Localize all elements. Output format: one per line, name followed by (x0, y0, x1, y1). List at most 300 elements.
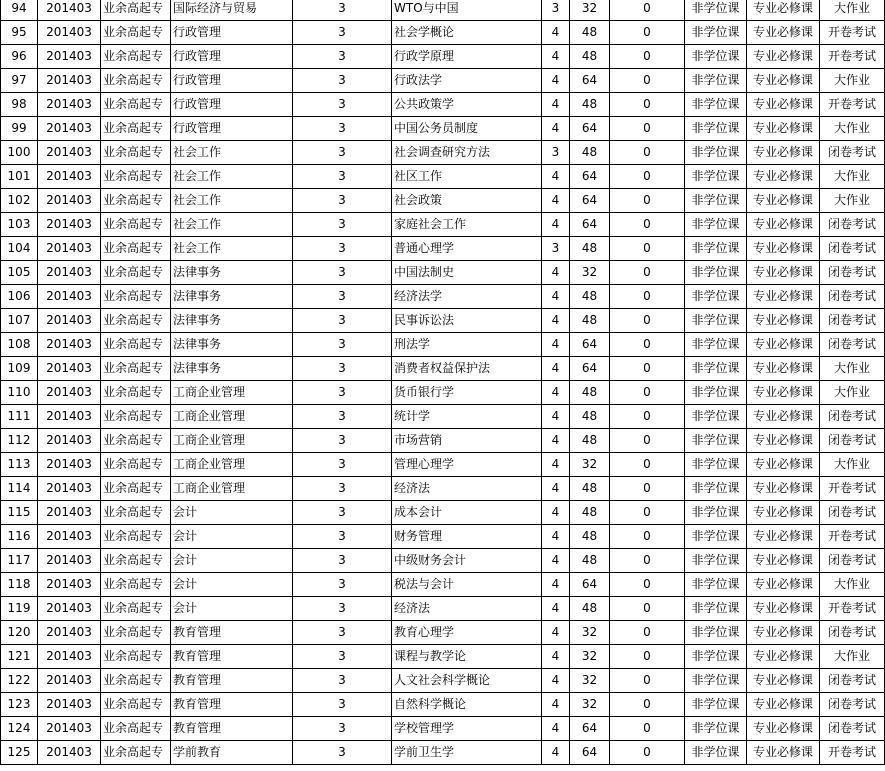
cell-degree-type[interactable]: 非学位课 (685, 333, 747, 357)
cell-col-5[interactable]: 3 (293, 717, 392, 741)
cell-seq[interactable]: 101 (1, 165, 38, 189)
cell-col-9[interactable]: 0 (610, 69, 685, 93)
cell-degree-type[interactable]: 非学位课 (685, 357, 747, 381)
cell-study-type[interactable]: 业余高起专 (101, 597, 171, 621)
cell-seq[interactable]: 103 (1, 213, 38, 237)
cell-credits[interactable]: 4 (542, 45, 570, 69)
cell-hours[interactable]: 64 (570, 357, 610, 381)
cell-exam-method[interactable]: 闭卷考试 (820, 717, 885, 741)
cell-degree-type[interactable]: 非学位课 (685, 237, 747, 261)
cell-degree-type[interactable]: 非学位课 (685, 93, 747, 117)
cell-col-5[interactable]: 3 (293, 141, 392, 165)
cell-hours[interactable]: 48 (570, 285, 610, 309)
cell-study-type[interactable]: 业余高起专 (101, 741, 171, 765)
cell-credits[interactable]: 4 (542, 501, 570, 525)
cell-col-5[interactable]: 3 (293, 165, 392, 189)
cell-term[interactable]: 201403 (38, 477, 101, 501)
cell-major[interactable]: 工商企业管理 (171, 381, 293, 405)
cell-term[interactable]: 201403 (38, 141, 101, 165)
cell-major[interactable]: 社会工作 (171, 141, 293, 165)
cell-exam-method[interactable]: 大作业 (820, 645, 885, 669)
cell-study-type[interactable]: 业余高起专 (101, 381, 171, 405)
cell-course-name[interactable]: 市场营销 (392, 429, 542, 453)
cell-degree-type[interactable]: 非学位课 (685, 21, 747, 45)
cell-seq[interactable]: 100 (1, 141, 38, 165)
cell-credits[interactable]: 4 (542, 93, 570, 117)
cell-course-name[interactable]: WTO与中国 (392, 0, 542, 21)
cell-course-category[interactable]: 专业必修课 (747, 573, 820, 597)
cell-course-name[interactable]: 货币银行学 (392, 381, 542, 405)
cell-credits[interactable]: 3 (542, 237, 570, 261)
cell-major[interactable]: 行政管理 (171, 21, 293, 45)
cell-hours[interactable]: 48 (570, 141, 610, 165)
cell-col-5[interactable]: 3 (293, 237, 392, 261)
cell-major[interactable]: 教育管理 (171, 621, 293, 645)
cell-degree-type[interactable]: 非学位课 (685, 525, 747, 549)
cell-course-name[interactable]: 民事诉讼法 (392, 309, 542, 333)
cell-major[interactable]: 行政管理 (171, 117, 293, 141)
cell-major[interactable]: 会计 (171, 525, 293, 549)
cell-hours[interactable]: 64 (570, 741, 610, 765)
cell-exam-method[interactable]: 开卷考试 (820, 597, 885, 621)
cell-course-category[interactable]: 专业必修课 (747, 357, 820, 381)
cell-exam-method[interactable]: 闭卷考试 (820, 309, 885, 333)
cell-course-category[interactable]: 专业必修课 (747, 21, 820, 45)
cell-major[interactable]: 工商企业管理 (171, 453, 293, 477)
cell-course-name[interactable]: 学校管理学 (392, 717, 542, 741)
cell-credits[interactable]: 4 (542, 573, 570, 597)
cell-course-category[interactable]: 专业必修课 (747, 429, 820, 453)
cell-term[interactable]: 201403 (38, 309, 101, 333)
cell-degree-type[interactable]: 非学位课 (685, 741, 747, 765)
cell-exam-method[interactable]: 大作业 (820, 453, 885, 477)
cell-seq[interactable]: 96 (1, 45, 38, 69)
cell-term[interactable]: 201403 (38, 621, 101, 645)
cell-course-category[interactable]: 专业必修课 (747, 645, 820, 669)
cell-seq[interactable]: 123 (1, 693, 38, 717)
cell-study-type[interactable]: 业余高起专 (101, 213, 171, 237)
cell-course-category[interactable]: 专业必修课 (747, 669, 820, 693)
cell-course-category[interactable]: 专业必修课 (747, 333, 820, 357)
cell-degree-type[interactable]: 非学位课 (685, 573, 747, 597)
cell-credits[interactable]: 4 (542, 669, 570, 693)
cell-course-category[interactable]: 专业必修课 (747, 453, 820, 477)
cell-hours[interactable]: 64 (570, 333, 610, 357)
cell-major[interactable]: 教育管理 (171, 717, 293, 741)
cell-degree-type[interactable]: 非学位课 (685, 381, 747, 405)
cell-term[interactable]: 201403 (38, 189, 101, 213)
cell-degree-type[interactable]: 非学位课 (685, 261, 747, 285)
cell-course-name[interactable]: 社会学概论 (392, 21, 542, 45)
cell-study-type[interactable]: 业余高起专 (101, 93, 171, 117)
cell-credits[interactable]: 4 (542, 117, 570, 141)
cell-col-5[interactable]: 3 (293, 333, 392, 357)
cell-exam-method[interactable]: 开卷考试 (820, 93, 885, 117)
cell-study-type[interactable]: 业余高起专 (101, 333, 171, 357)
cell-course-name[interactable]: 消费者权益保护法 (392, 357, 542, 381)
cell-col-5[interactable]: 3 (293, 93, 392, 117)
cell-col-5[interactable]: 3 (293, 453, 392, 477)
cell-credits[interactable]: 4 (542, 357, 570, 381)
cell-study-type[interactable]: 业余高起专 (101, 357, 171, 381)
cell-major[interactable]: 法律事务 (171, 261, 293, 285)
cell-major[interactable]: 教育管理 (171, 693, 293, 717)
cell-course-name[interactable]: 经济法学 (392, 285, 542, 309)
cell-study-type[interactable]: 业余高起专 (101, 309, 171, 333)
cell-seq[interactable]: 108 (1, 333, 38, 357)
cell-hours[interactable]: 32 (570, 645, 610, 669)
cell-degree-type[interactable]: 非学位课 (685, 309, 747, 333)
cell-hours[interactable]: 48 (570, 237, 610, 261)
cell-study-type[interactable]: 业余高起专 (101, 501, 171, 525)
cell-credits[interactable]: 4 (542, 333, 570, 357)
cell-course-category[interactable]: 专业必修课 (747, 405, 820, 429)
cell-col-9[interactable]: 0 (610, 141, 685, 165)
cell-col-9[interactable]: 0 (610, 309, 685, 333)
cell-major[interactable]: 学前教育 (171, 741, 293, 765)
cell-credits[interactable]: 4 (542, 285, 570, 309)
cell-col-5[interactable]: 3 (293, 21, 392, 45)
cell-course-name[interactable]: 社会调查研究方法 (392, 141, 542, 165)
cell-exam-method[interactable]: 闭卷考试 (820, 669, 885, 693)
cell-col-5[interactable]: 3 (293, 309, 392, 333)
cell-course-name[interactable]: 学前卫生学 (392, 741, 542, 765)
cell-col-9[interactable]: 0 (610, 45, 685, 69)
cell-col-5[interactable]: 3 (293, 573, 392, 597)
cell-term[interactable]: 201403 (38, 525, 101, 549)
cell-course-name[interactable]: 行政法学 (392, 69, 542, 93)
cell-seq[interactable]: 97 (1, 69, 38, 93)
cell-term[interactable]: 201403 (38, 597, 101, 621)
cell-course-category[interactable]: 专业必修课 (747, 621, 820, 645)
cell-term[interactable]: 201403 (38, 381, 101, 405)
cell-col-5[interactable]: 3 (293, 357, 392, 381)
cell-col-9[interactable]: 0 (610, 573, 685, 597)
cell-course-category[interactable]: 专业必修课 (747, 237, 820, 261)
cell-exam-method[interactable]: 大作业 (820, 69, 885, 93)
cell-course-name[interactable]: 管理心理学 (392, 453, 542, 477)
cell-col-9[interactable]: 0 (610, 261, 685, 285)
cell-course-category[interactable]: 专业必修课 (747, 381, 820, 405)
cell-hours[interactable]: 64 (570, 717, 610, 741)
cell-exam-method[interactable]: 开卷考试 (820, 525, 885, 549)
cell-major[interactable]: 教育管理 (171, 645, 293, 669)
cell-course-name[interactable]: 自然科学概论 (392, 693, 542, 717)
cell-hours[interactable]: 64 (570, 189, 610, 213)
cell-major[interactable]: 社会工作 (171, 165, 293, 189)
cell-credits[interactable]: 4 (542, 525, 570, 549)
cell-hours[interactable]: 48 (570, 501, 610, 525)
cell-degree-type[interactable]: 非学位课 (685, 693, 747, 717)
cell-course-name[interactable]: 公共政策学 (392, 93, 542, 117)
cell-seq[interactable]: 94 (1, 0, 38, 21)
cell-degree-type[interactable]: 非学位课 (685, 189, 747, 213)
cell-course-name[interactable]: 统计学 (392, 405, 542, 429)
cell-major[interactable]: 法律事务 (171, 309, 293, 333)
cell-course-category[interactable]: 专业必修课 (747, 549, 820, 573)
cell-credits[interactable]: 4 (542, 741, 570, 765)
cell-seq[interactable]: 110 (1, 381, 38, 405)
cell-seq[interactable]: 112 (1, 429, 38, 453)
cell-seq[interactable]: 95 (1, 21, 38, 45)
cell-hours[interactable]: 48 (570, 477, 610, 501)
cell-col-9[interactable]: 0 (610, 357, 685, 381)
cell-credits[interactable]: 4 (542, 405, 570, 429)
cell-hours[interactable]: 48 (570, 45, 610, 69)
cell-seq[interactable]: 111 (1, 405, 38, 429)
cell-col-5[interactable]: 3 (293, 189, 392, 213)
cell-col-5[interactable]: 3 (293, 477, 392, 501)
cell-exam-method[interactable]: 闭卷考试 (820, 501, 885, 525)
cell-study-type[interactable]: 业余高起专 (101, 261, 171, 285)
cell-exam-method[interactable]: 闭卷考试 (820, 213, 885, 237)
cell-course-category[interactable]: 专业必修课 (747, 213, 820, 237)
cell-course-category[interactable]: 专业必修课 (747, 0, 820, 21)
cell-col-9[interactable]: 0 (610, 717, 685, 741)
cell-seq[interactable]: 120 (1, 621, 38, 645)
cell-term[interactable]: 201403 (38, 693, 101, 717)
cell-major[interactable]: 会计 (171, 501, 293, 525)
cell-degree-type[interactable]: 非学位课 (685, 429, 747, 453)
cell-col-9[interactable]: 0 (610, 741, 685, 765)
cell-col-9[interactable]: 0 (610, 525, 685, 549)
cell-exam-method[interactable]: 大作业 (820, 573, 885, 597)
cell-course-name[interactable]: 普通心理学 (392, 237, 542, 261)
cell-course-name[interactable]: 课程与教学论 (392, 645, 542, 669)
cell-credits[interactable]: 4 (542, 21, 570, 45)
cell-seq[interactable]: 106 (1, 285, 38, 309)
cell-credits[interactable]: 4 (542, 429, 570, 453)
cell-col-9[interactable]: 0 (610, 621, 685, 645)
cell-major[interactable]: 法律事务 (171, 357, 293, 381)
cell-exam-method[interactable]: 闭卷考试 (820, 621, 885, 645)
cell-credits[interactable]: 4 (542, 477, 570, 501)
cell-seq[interactable]: 124 (1, 717, 38, 741)
cell-degree-type[interactable]: 非学位课 (685, 549, 747, 573)
cell-term[interactable]: 201403 (38, 285, 101, 309)
cell-hours[interactable]: 48 (570, 381, 610, 405)
cell-study-type[interactable]: 业余高起专 (101, 165, 171, 189)
cell-course-category[interactable]: 专业必修课 (747, 309, 820, 333)
cell-major[interactable]: 社会工作 (171, 189, 293, 213)
cell-course-name[interactable]: 社会政策 (392, 189, 542, 213)
cell-col-5[interactable]: 3 (293, 381, 392, 405)
cell-course-name[interactable]: 家庭社会工作 (392, 213, 542, 237)
cell-degree-type[interactable]: 非学位课 (685, 0, 747, 21)
cell-course-name[interactable]: 行政学原理 (392, 45, 542, 69)
cell-seq[interactable]: 125 (1, 741, 38, 765)
cell-study-type[interactable]: 业余高起专 (101, 21, 171, 45)
cell-study-type[interactable]: 业余高起专 (101, 285, 171, 309)
cell-degree-type[interactable]: 非学位课 (685, 453, 747, 477)
cell-course-name[interactable]: 经济法 (392, 597, 542, 621)
cell-hours[interactable]: 48 (570, 21, 610, 45)
cell-col-5[interactable]: 3 (293, 117, 392, 141)
cell-term[interactable]: 201403 (38, 213, 101, 237)
cell-major[interactable]: 国际经济与贸易 (171, 0, 293, 21)
cell-credits[interactable]: 4 (542, 597, 570, 621)
cell-hours[interactable]: 48 (570, 525, 610, 549)
cell-major[interactable]: 社会工作 (171, 237, 293, 261)
cell-study-type[interactable]: 业余高起专 (101, 453, 171, 477)
cell-hours[interactable]: 48 (570, 309, 610, 333)
cell-col-5[interactable]: 3 (293, 645, 392, 669)
cell-course-category[interactable]: 专业必修课 (747, 285, 820, 309)
cell-study-type[interactable]: 业余高起专 (101, 117, 171, 141)
cell-term[interactable]: 201403 (38, 453, 101, 477)
cell-exam-method[interactable]: 闭卷考试 (820, 549, 885, 573)
cell-credits[interactable]: 4 (542, 261, 570, 285)
cell-hours[interactable]: 64 (570, 165, 610, 189)
cell-course-category[interactable]: 专业必修课 (747, 45, 820, 69)
cell-course-category[interactable]: 专业必修课 (747, 117, 820, 141)
cell-course-name[interactable]: 中国公务员制度 (392, 117, 542, 141)
cell-term[interactable]: 201403 (38, 429, 101, 453)
cell-term[interactable]: 201403 (38, 93, 101, 117)
cell-major[interactable]: 会计 (171, 597, 293, 621)
cell-hours[interactable]: 64 (570, 117, 610, 141)
cell-major[interactable]: 工商企业管理 (171, 477, 293, 501)
cell-hours[interactable]: 48 (570, 93, 610, 117)
cell-col-5[interactable]: 3 (293, 741, 392, 765)
cell-degree-type[interactable]: 非学位课 (685, 45, 747, 69)
cell-degree-type[interactable]: 非学位课 (685, 477, 747, 501)
cell-exam-method[interactable]: 闭卷考试 (820, 237, 885, 261)
cell-col-9[interactable]: 0 (610, 285, 685, 309)
cell-col-5[interactable]: 3 (293, 429, 392, 453)
cell-degree-type[interactable]: 非学位课 (685, 141, 747, 165)
cell-course-name[interactable]: 教育心理学 (392, 621, 542, 645)
cell-exam-method[interactable]: 闭卷考试 (820, 285, 885, 309)
cell-study-type[interactable]: 业余高起专 (101, 669, 171, 693)
cell-major[interactable]: 工商企业管理 (171, 405, 293, 429)
cell-col-5[interactable]: 3 (293, 0, 392, 21)
cell-col-9[interactable]: 0 (610, 0, 685, 21)
cell-course-category[interactable]: 专业必修课 (747, 141, 820, 165)
cell-seq[interactable]: 121 (1, 645, 38, 669)
cell-col-5[interactable]: 3 (293, 621, 392, 645)
cell-major[interactable]: 会计 (171, 549, 293, 573)
cell-term[interactable]: 201403 (38, 357, 101, 381)
cell-credits[interactable]: 3 (542, 0, 570, 21)
cell-term[interactable]: 201403 (38, 69, 101, 93)
cell-col-9[interactable]: 0 (610, 429, 685, 453)
cell-study-type[interactable]: 业余高起专 (101, 693, 171, 717)
cell-study-type[interactable]: 业余高起专 (101, 405, 171, 429)
cell-degree-type[interactable]: 非学位课 (685, 717, 747, 741)
cell-term[interactable]: 201403 (38, 669, 101, 693)
cell-col-9[interactable]: 0 (610, 549, 685, 573)
cell-term[interactable]: 201403 (38, 573, 101, 597)
cell-term[interactable]: 201403 (38, 741, 101, 765)
cell-col-9[interactable]: 0 (610, 645, 685, 669)
cell-col-5[interactable]: 3 (293, 285, 392, 309)
cell-col-9[interactable]: 0 (610, 333, 685, 357)
cell-degree-type[interactable]: 非学位课 (685, 213, 747, 237)
cell-term[interactable]: 201403 (38, 0, 101, 21)
cell-degree-type[interactable]: 非学位课 (685, 165, 747, 189)
cell-col-5[interactable]: 3 (293, 213, 392, 237)
cell-credits[interactable]: 4 (542, 189, 570, 213)
cell-credits[interactable]: 4 (542, 549, 570, 573)
cell-study-type[interactable]: 业余高起专 (101, 237, 171, 261)
cell-degree-type[interactable]: 非学位课 (685, 621, 747, 645)
cell-col-5[interactable]: 3 (293, 597, 392, 621)
cell-col-9[interactable]: 0 (610, 237, 685, 261)
cell-major[interactable]: 法律事务 (171, 333, 293, 357)
cell-credits[interactable]: 4 (542, 453, 570, 477)
cell-exam-method[interactable]: 开卷考试 (820, 477, 885, 501)
cell-study-type[interactable]: 业余高起专 (101, 525, 171, 549)
cell-course-name[interactable]: 中级财务会计 (392, 549, 542, 573)
cell-col-9[interactable]: 0 (610, 381, 685, 405)
cell-major[interactable]: 社会工作 (171, 213, 293, 237)
cell-course-category[interactable]: 专业必修课 (747, 477, 820, 501)
cell-exam-method[interactable]: 大作业 (820, 165, 885, 189)
cell-major[interactable]: 行政管理 (171, 69, 293, 93)
cell-credits[interactable]: 4 (542, 381, 570, 405)
cell-hours[interactable]: 48 (570, 549, 610, 573)
cell-exam-method[interactable]: 开卷考试 (820, 45, 885, 69)
cell-course-name[interactable]: 税法与会计 (392, 573, 542, 597)
cell-study-type[interactable]: 业余高起专 (101, 549, 171, 573)
cell-seq[interactable]: 122 (1, 669, 38, 693)
cell-col-9[interactable]: 0 (610, 405, 685, 429)
cell-exam-method[interactable]: 闭卷考试 (820, 405, 885, 429)
cell-exam-method[interactable]: 开卷考试 (820, 21, 885, 45)
cell-study-type[interactable]: 业余高起专 (101, 573, 171, 597)
cell-col-5[interactable]: 3 (293, 501, 392, 525)
cell-degree-type[interactable]: 非学位课 (685, 69, 747, 93)
cell-exam-method[interactable]: 大作业 (820, 0, 885, 21)
cell-credits[interactable]: 4 (542, 213, 570, 237)
cell-term[interactable]: 201403 (38, 501, 101, 525)
cell-credits[interactable]: 4 (542, 645, 570, 669)
cell-seq[interactable]: 102 (1, 189, 38, 213)
cell-course-category[interactable]: 专业必修课 (747, 501, 820, 525)
cell-study-type[interactable]: 业余高起专 (101, 717, 171, 741)
cell-col-5[interactable]: 3 (293, 405, 392, 429)
cell-credits[interactable]: 4 (542, 621, 570, 645)
cell-term[interactable]: 201403 (38, 45, 101, 69)
cell-course-category[interactable]: 专业必修课 (747, 525, 820, 549)
cell-seq[interactable]: 115 (1, 501, 38, 525)
cell-exam-method[interactable]: 闭卷考试 (820, 141, 885, 165)
cell-term[interactable]: 201403 (38, 117, 101, 141)
cell-col-5[interactable]: 3 (293, 69, 392, 93)
cell-hours[interactable]: 48 (570, 429, 610, 453)
cell-col-5[interactable]: 3 (293, 45, 392, 69)
cell-course-name[interactable]: 人文社会科学概论 (392, 669, 542, 693)
cell-course-category[interactable]: 专业必修课 (747, 693, 820, 717)
cell-hours[interactable]: 32 (570, 693, 610, 717)
cell-degree-type[interactable]: 非学位课 (685, 285, 747, 309)
cell-degree-type[interactable]: 非学位课 (685, 669, 747, 693)
cell-exam-method[interactable]: 大作业 (820, 357, 885, 381)
cell-course-name[interactable]: 刑法学 (392, 333, 542, 357)
cell-credits[interactable]: 4 (542, 165, 570, 189)
cell-term[interactable]: 201403 (38, 261, 101, 285)
cell-hours[interactable]: 32 (570, 669, 610, 693)
cell-exam-method[interactable]: 闭卷考试 (820, 429, 885, 453)
cell-term[interactable]: 201403 (38, 237, 101, 261)
cell-col-9[interactable]: 0 (610, 597, 685, 621)
cell-degree-type[interactable]: 非学位课 (685, 645, 747, 669)
cell-study-type[interactable]: 业余高起专 (101, 429, 171, 453)
cell-credits[interactable]: 4 (542, 69, 570, 93)
cell-major[interactable]: 法律事务 (171, 285, 293, 309)
cell-exam-method[interactable]: 开卷考试 (820, 741, 885, 765)
